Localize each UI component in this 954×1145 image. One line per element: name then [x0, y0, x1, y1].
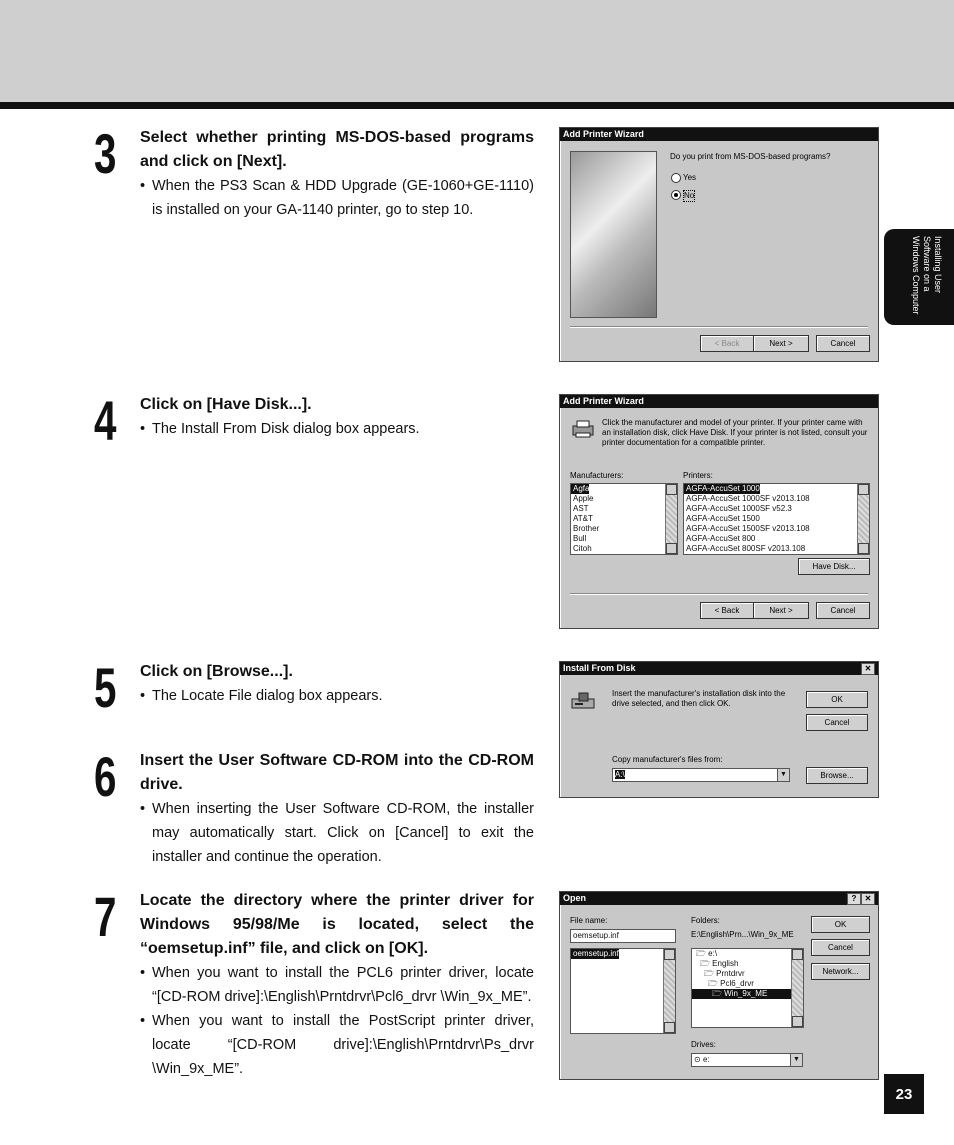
disk-drive-icon	[570, 692, 596, 710]
dos-question: Do you print from MS-DOS-based programs?	[670, 152, 831, 161]
list-item[interactable]: AGFA-AccuSet 1000SF v52.3	[686, 504, 792, 513]
step-bullet: • When you want to install the PostScript printer driver, locate “[CD-ROM drive]:\English\Prntdrvr\Ps_drvr \Win_9x_ME”.	[140, 1009, 534, 1081]
no-radio[interactable]	[671, 190, 681, 200]
list-item[interactable]: AGFA-AccuSet 1500	[686, 514, 760, 523]
manufacturers-list[interactable]	[570, 483, 678, 555]
step-bullet: • When the PS3 Scan & HDD Upgrade (GE-1060+GE-1110) is installed on your GA-1140 printer, go to step 10.	[140, 174, 534, 222]
folders-list[interactable]	[691, 948, 804, 1028]
list-item[interactable]: AGFA-AccuSet 800	[686, 534, 756, 543]
folder-item[interactable]: 🗁 Prntdrvr	[704, 969, 745, 978]
list-item[interactable]: AGFA-AccuSet 1500SF v2013.108	[686, 524, 810, 533]
cancel-button[interactable]: Cancel	[806, 714, 868, 731]
step-bullet: • The Install From Disk dialog box appears.	[140, 417, 534, 441]
dialog-title: Add Printer Wizard	[560, 128, 878, 141]
printer-icon	[570, 420, 596, 438]
folder-item[interactable]: 🗁 e:\	[696, 949, 718, 958]
add-printer-wizard-dos-dialog	[559, 127, 879, 362]
step-heading: Click on [Browse...].	[140, 663, 293, 680]
chevron-down-icon[interactable]: ▼	[790, 1054, 802, 1066]
browse-button[interactable]: Browse...	[806, 767, 868, 784]
separator	[570, 593, 868, 595]
install-from-disk-dialog	[559, 661, 879, 798]
help-icon[interactable]: ?	[847, 893, 861, 905]
step-bullet: • The Locate File dialog box appears.	[140, 684, 534, 708]
dialog-title: Open ? ✕	[560, 892, 878, 905]
list-item[interactable]: AGFA-AccuSet 1000	[686, 484, 760, 493]
folder-icon: 🗁	[696, 949, 706, 958]
dialog-title: Add Printer Wizard	[560, 395, 878, 408]
drive-value: e:	[702, 1055, 710, 1064]
folder-item[interactable]: 🗁 Win_9x_ME	[692, 989, 803, 999]
ok-button[interactable]: OK	[806, 691, 868, 708]
step-heading: Click on [Have Disk...].	[140, 396, 312, 413]
copy-files-label: Copy manufacturer's files from:	[612, 755, 723, 764]
scrollbar[interactable]	[857, 484, 869, 554]
next-button[interactable]: Next >	[753, 335, 809, 352]
step-block	[140, 126, 534, 222]
list-item[interactable]: Apple	[573, 494, 594, 503]
copy-files-combo[interactable]	[612, 768, 790, 782]
list-item[interactable]: Agfa	[573, 484, 590, 493]
folder-icon: 🗁	[712, 989, 722, 998]
close-icon[interactable]: ✕	[861, 893, 875, 905]
folders-label: Folders:	[691, 916, 720, 925]
close-icon[interactable]: ✕	[861, 663, 875, 675]
chevron-down-icon[interactable]: ▼	[777, 769, 789, 781]
step-bullet: • When you want to install the PCL6 printer driver, locate “[CD-ROM drive]:\English\Prntdrvr\Pcl6_drvr \Win_9x_ME”.	[140, 961, 534, 1009]
step-block	[140, 660, 534, 708]
instruction-text: Click the manufacturer and model of your printer. If your printer came with an installation disk, click Have Disk. If your printer is not listed, consult your printer documentation for a compatible printer.	[602, 418, 868, 447]
step-number: 7	[94, 885, 115, 948]
cancel-button[interactable]: Cancel	[816, 335, 870, 352]
yes-radio[interactable]	[671, 173, 681, 183]
drives-label: Drives:	[691, 1040, 716, 1049]
instruction-text: Insert the manufacturer's installation disk into the drive selected, and then click OK.	[612, 689, 786, 708]
have-disk-button[interactable]: Have Disk...	[798, 558, 870, 575]
list-item[interactable]: Citoh	[573, 544, 592, 553]
scrollbar[interactable]	[663, 949, 675, 1033]
header-band	[0, 0, 954, 102]
copy-files-value: A:\	[615, 770, 625, 779]
open-file-dialog	[559, 891, 879, 1080]
files-list[interactable]	[570, 948, 676, 1034]
step-heading: Insert the User Software CD-ROM into the CD-ROM drive.	[140, 752, 534, 793]
ok-button[interactable]: OK	[811, 916, 870, 933]
step-heading: Locate the directory where the printer driver for Windows 95/98/Me is located, select the “oemsetup.inf” file, and click on [OK].	[140, 892, 534, 957]
dialog-title: Install From Disk ✕	[560, 662, 878, 675]
folder-icon: 🗁	[708, 979, 718, 988]
yes-label: Yes	[683, 173, 697, 182]
separator	[570, 326, 868, 328]
drives-combo[interactable]	[691, 1053, 803, 1067]
section-tab-label: Installing User Software on a Windows Computer	[911, 236, 943, 315]
step-number: 5	[94, 656, 115, 719]
scrollbar[interactable]	[665, 484, 677, 554]
step-heading: Select whether printing MS-DOS-based programs and click on [Next].	[140, 129, 534, 170]
drive-icon: ⊙	[694, 1055, 701, 1064]
list-item[interactable]: Bull	[573, 534, 587, 543]
list-item[interactable]: oemsetup.inf	[573, 949, 619, 958]
printers-list[interactable]	[683, 483, 870, 555]
file-name-label: File name:	[570, 916, 608, 925]
cancel-button[interactable]: Cancel	[816, 602, 870, 619]
folder-item[interactable]: 🗁 English	[700, 959, 739, 968]
cancel-button[interactable]: Cancel	[811, 939, 870, 956]
printer-photo	[570, 151, 657, 318]
next-button[interactable]: Next >	[753, 602, 809, 619]
folder-icon: 🗁	[700, 959, 710, 968]
step-block	[140, 889, 534, 1081]
manufacturers-label: Manufacturers:	[570, 471, 624, 480]
back-button[interactable]: < Back	[700, 335, 754, 352]
list-item[interactable]: AT&T	[573, 514, 593, 523]
file-name-input[interactable]: oemsetup.inf	[570, 929, 676, 943]
step-block	[140, 393, 534, 441]
no-label: No	[684, 191, 695, 200]
back-button[interactable]: < Back	[700, 602, 754, 619]
step-block	[140, 749, 534, 869]
folder-path: E:\English\Prn...\Win_9x_ME	[691, 930, 794, 939]
network-button[interactable]: Network...	[811, 963, 870, 980]
step-number: 3	[94, 122, 115, 185]
page-number: 23	[884, 1074, 924, 1114]
step-number: 4	[94, 389, 115, 452]
step-number: 6	[94, 745, 115, 808]
folder-item[interactable]: 🗁 Pcl6_drvr	[708, 979, 754, 988]
header-rule	[0, 102, 954, 109]
list-item[interactable]: AGFA-AccuSet 1000SF v2013.108	[686, 494, 810, 503]
list-item[interactable]: Brother	[573, 524, 600, 533]
list-item[interactable]: AGFA-AccuSet 800SF v2013.108	[686, 544, 806, 553]
folder-icon: 🗁	[704, 969, 714, 978]
scrollbar[interactable]	[791, 949, 803, 1027]
step-bullet: • When inserting the User Software CD-ROM, the installer may automatically start. Click on [Cancel] to exit the installer and continue the operation.	[140, 797, 534, 869]
list-item[interactable]: AST	[573, 504, 589, 513]
printers-label: Printers:	[683, 471, 713, 480]
add-printer-wizard-model-dialog	[559, 394, 879, 629]
